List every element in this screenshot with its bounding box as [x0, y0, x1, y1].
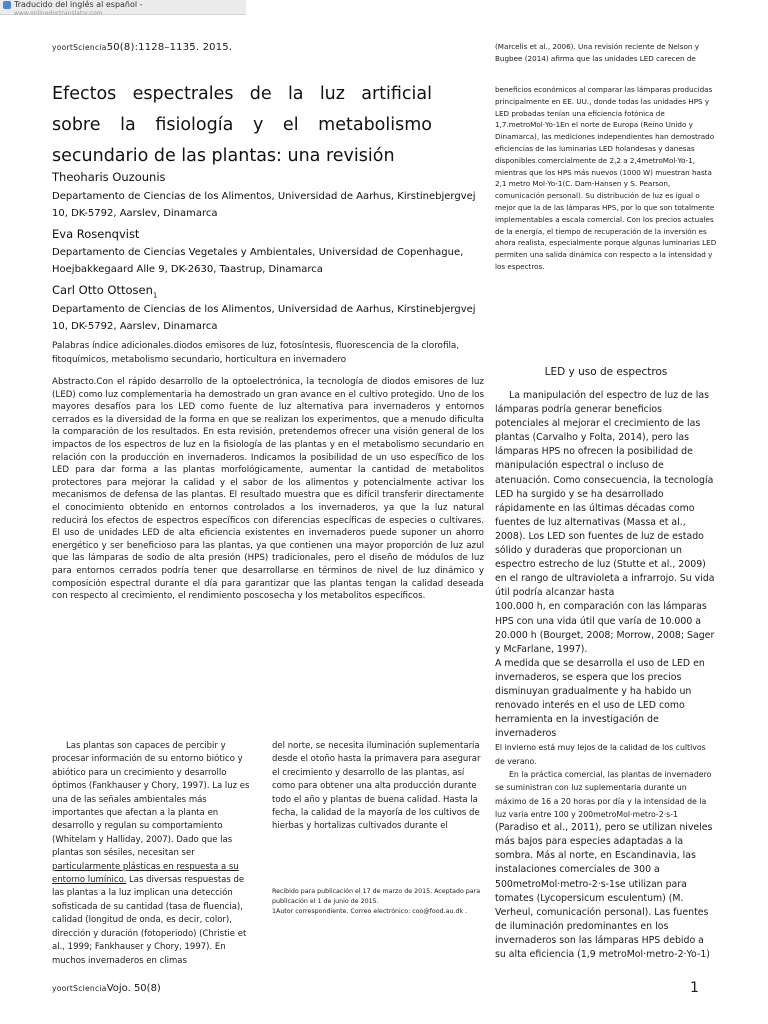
paragraph: En la práctica comercial, las plantas de invernadero se suministran con luz suplementaria durante un máximo de 16 a 20 horas por día y la intensidad de la luz varía entre 100 y 200metroMol·metro-2·s-1 — [495, 769, 712, 819]
paragraph: Las plantas son capaces de percibir y procesar información de su entorno biótico y abiótico para un crecimiento y desarrollo óptimos (Fankhauser y Chory, 1997). La luz es una de las señales ambientales más importantes que afectan a la planta en desarrollo y regulan su comportamiento (Whitelam y Halliday, 2007). Dado que las plantas son sésiles, necesitan ser — [52, 741, 250, 859]
banner-text: Traducido del inglés al español - — [14, 0, 143, 9]
article-title: Efectos espectrales de la luz artificial sobre la fisiología y el metabolismo secundario de las plantas: una revisión — [52, 84, 432, 166]
paragraph: (Paradiso et al., 2011), pero se utilizan niveles más bajos para especies adaptadas a la sombra. Más al norte, en Escandinavia, las instalaciones comerciales de 300 a 500metroMol·metro-2·s-1se utilizan para tomates (Lycopersicum esculentum) (M. Verheul, comunicación personal). Las fuentes de iluminación predominantes en los invernaderos son las lámparas HPS debido a su alta eficiencia (1,9 metroMol·metro-2·Yo-1) — [495, 822, 713, 960]
underlined-text: entorno lumínico. — [52, 875, 127, 886]
intro-column-1 — [52, 740, 257, 968]
section-heading: LED y uso de espectros — [544, 366, 668, 378]
keywords: Palabras índice adicionales.diodos emisores de luz, fotosíntesis, fluorescencia de la clorofila, fitoquímicos, metabolismo secundario, horticultura en invernadero — [52, 341, 460, 365]
paragraph: El invierno está muy lejos de la calidad de los cultivos de verano. — [495, 743, 706, 766]
affiliation-2: Departamento de Ciencias Vegetales y Ambientales, Universidad de Copenhague, Hoejbakkegaard Alle 9, DK-2630, Taastrup, Dinamarca — [52, 247, 464, 275]
journal-citation — [52, 42, 232, 53]
author-1 — [52, 170, 166, 184]
footnote — [272, 887, 487, 917]
abstract: Abstracto.Con el rápido desarrollo de la optoelectrónica, la tecnología de diodos emisores de luz (LED) como luz complementaria ha demostrado un gran avance en el cultivo protegido. Uno de los mayores desafíos para los LED como fuente de luz alternativa para invernaderos y entornos cerrados es la diversidad de la forma en que se realizan los experimentos, que a menudo dificulta la comparación de los resultados. En esta revisión, pretendemos ofrecer una visión general de los impactos de los espectros de luz en la fisiología de las plantas y en el metabolismo secundario en relación con la producción en invernaderos. Indicamos la posibilidad de un uso específico de los LED para dar forma a las plantas morfológicamente, aumentar la cantidad de metabolitos protectores para mejorar la calidad y el sabor de los alimentos y potencialmente activar los mecanismos de defensa de las plantas. El resultado muestra que es difícil transferir directamente el conocimiento obtenido en entornos controlados a los invernaderos, ya que la luz natural reducirá los efectos de espectros específicos con diferencias específicas de especies o cultivares. El uso de unidades LED de alta eficiencia existentes en invernaderos puede suponer un ahorro energético y ser beneficioso para las plantas, ya que contienen una mayor proporción de luz azul que las lámparas de sodio de alta presión (HPS) tradicionales, pero el diseño de módulos de luz para entornos cerrados podría tener que desarrollarse en términos de nivel de luz dinámico y composición espectral durante el día para garantizar que las plantas tengan la calidad deseada con respecto al crecimiento, el rendimiento poscosecha y los metabolitos específicos. — [52, 377, 484, 602]
journal-issue: 50(8):1128–1135. 2015. — [106, 42, 233, 53]
section-body — [495, 389, 717, 962]
author-footnote-mark: 1 — [152, 291, 158, 300]
author-name: Eva Rosenqvist — [52, 227, 140, 241]
author-name: Carl Otto Ottosen — [52, 283, 153, 297]
paragraph: Las diversas respuestas de las plantas a la luz implican una detección sofisticada de su cantidad (tasa de fluencia), calidad (longitud de onda, es decir, color), dirección y duración (fotoperiodo) (Christie et al., 1999; Fankhauser y Chory, 1997). En muchos invernaderos en climas — [52, 875, 247, 966]
right-column-top: (Marcelis et al., 2006). Una revisión reciente de Nelson y Bugbee (2014) afirma que las unidades LED carecen de — [495, 42, 699, 64]
translation-banner — [0, 0, 246, 15]
footer-journal-name: yoortSciencia — [52, 984, 107, 993]
footer-volume: Vojo. 50(8) — [106, 983, 161, 994]
paragraph: La manipulación del espectro de luz de las lámparas podría generar beneficios potenciales al mejorar el crecimiento de las plantas (Carvalho y Folta, 2014), pero las lámparas HPS no ofrecen la posibilidad de manipulación espectral o incluso de atenuación. Como consecuencia, la tecnología LED ha surgido y se ha desarrollado rápidamente en las últimas décadas como fuentes de luz alternativas (Massa et al., 2008). Los LED son fuentes de luz de estado sólido y duraderas que proporcionan un espectro estrecho de luz (Stutte et al., 2009) en el rango de ultravioleta a infrarrojo. Su vida útil podría alcanzar hasta — [495, 390, 715, 599]
paragraph: A medida que se desarrolla el uso de LED en invernaderos, se espera que los precios disminuyan gradualmente y ha habido un renovado interés en el uso de LED como herramienta en la investigación de invernaderos — [495, 657, 705, 740]
translate-icon — [3, 1, 11, 9]
banner-url: www.onlinedoctranslator.com — [14, 10, 103, 17]
journal-name: yoortSciencia — [52, 43, 107, 52]
author-2 — [52, 227, 139, 241]
author-3 — [52, 283, 157, 299]
page-number: 1 — [690, 980, 699, 996]
right-column-text: beneficios económicos al comparar las lámparas producidas principalmente en EE. UU., donde todas las unidades HPS y LED probadas tenían una eficiencia fotónica de 1,7.metroMol·Yo-1En el norte de Europa (Reino Unido y Dinamarca), las mediciones independientes han demostrado eficiencias de las luminarias LED holandesas y danesas disponibles comercialmente de 2,2 a 2,4metroMol·Yo-1, mientras que los HPS más nuevos (1000 W) muestran hasta 2,1 metro Mol·Yo-1(C. Dam-Hansen y S. Pearson, comunicación personal). Su distribución de luz es igual o mejor que la de las lámparas HPS, por lo que son totalmente implementables a escala comercial. Con los precios actuales de la energía, el tiempo de recuperación de la inversión es ahora realista, especialmente porque algunas luminarias LED permiten una salida dinámica con respecto a la intensidad y los espectros. — [495, 85, 717, 271]
affiliation-1: Departamento de Ciencias de los Alimentos, Universidad de Aarhus, Kirstinebjergvej 10, DK-5792, Aarslev, Dinamarca — [52, 191, 476, 219]
author-name: Theoharis Ouzounis — [52, 170, 166, 184]
underlined-text: particularmente plásticas en respuesta a su — [52, 861, 239, 872]
received-note: Recibido para publicación el 17 de marzo de 2015. Aceptado para publicación el 1 de junio de 2015. — [272, 888, 481, 905]
corresponding-author-note: 1Autor correspondiente. Correo electrónico: coo@food.au.dk . — [272, 908, 468, 915]
paragraph: 100.000 h, en comparación con las lámparas HPS con una vida útil que varía de 10.000 a 20.000 h (Bourget, 2008; Morrow, 2008; Sager y McFarlane, 1997). — [495, 601, 715, 655]
intro-column-2: del norte, se necesita iluminación suplementaria desde el otoño hasta la primavera para asegurar el crecimiento y desarrollo de las plantas, así como para obtener una alta producción durante todo el año y plantas de buena calidad. Hasta la fecha, la calidad de la mayoría de los cultivos de hierbas y hortalizas cultivados durante el — [272, 741, 481, 832]
affiliation-3: Departamento de Ciencias de los Alimentos, Universidad de Aarhus, Kirstinebjergvej 10, DK-5792, Aarslev, Dinamarca — [52, 304, 476, 332]
footer-journal — [52, 983, 161, 994]
